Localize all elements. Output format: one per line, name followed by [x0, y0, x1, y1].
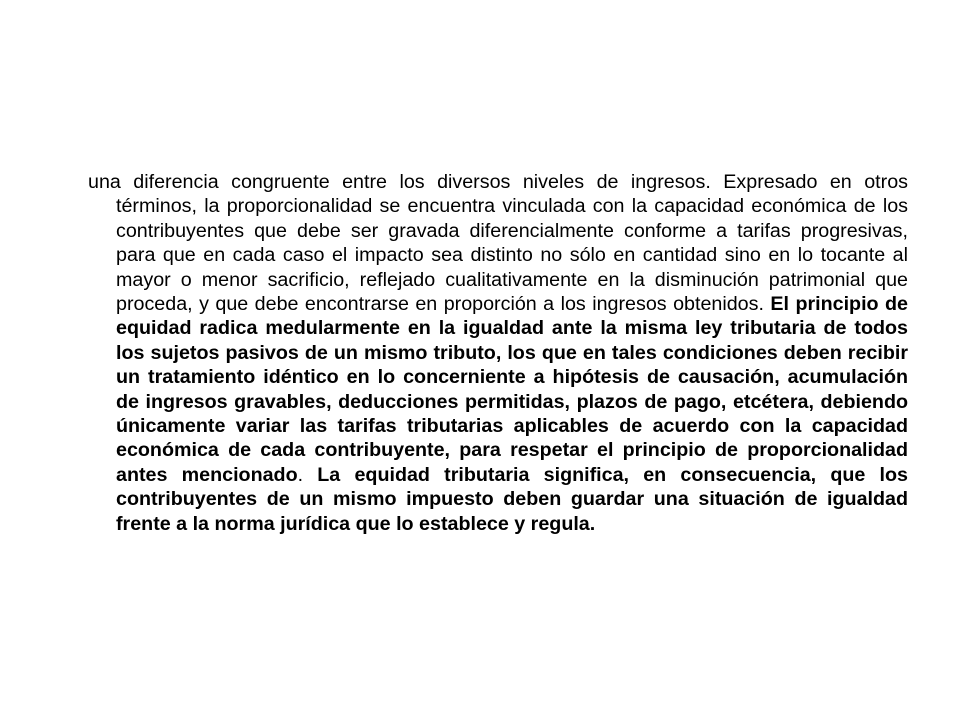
paragraph [88, 170, 909, 536]
paragraph-bold-text-conclusion: La equidad tributaria significa, en consecuencia, que los contribuyentes de un mismo impuesto deben guardar una situación de igualdad frente a la norma jurídica que lo establece y regula. [116, 463, 908, 535]
text-block [88, 170, 908, 536]
paragraph-bold-text-equidad: El principio de equidad radica medularmente en la igualdad ante la misma ley tributaria de todos los sujetos pasivos de un mismo tributo, los que en tales condiciones deben recibir un tratamiento idéntico en lo concerniente a hipótesis de causación, acumulación de ingresos gravables, deducciones permitidas, plazos de pago, etcétera, debiendo únicamente variar las tarifas tributarias aplicables de acuerdo con la capacidad económica de cada contribuyente, para respetar el principio de proporcionalidad antes mencionado [116, 293, 909, 486]
paragraph-separator: . [297, 463, 318, 486]
paragraph-normal-text: una diferencia congruente entre los diversos niveles de ingresos. Expresado en otros términos, la proporcionalidad se encuentra vinculada con la capacidad económica de los contribuyentes que debe ser gravada diferencialmente conforme a tarifas progresivas, para que en cada caso el impacto sea distinto no sólo en cantidad sino en lo tocante al mayor o menor sacrificio, reflejado cualitativamente en la disminución patrimonial que proceda, y que debe encontrarse en proporción a los ingresos obtenidos. [88, 171, 908, 316]
